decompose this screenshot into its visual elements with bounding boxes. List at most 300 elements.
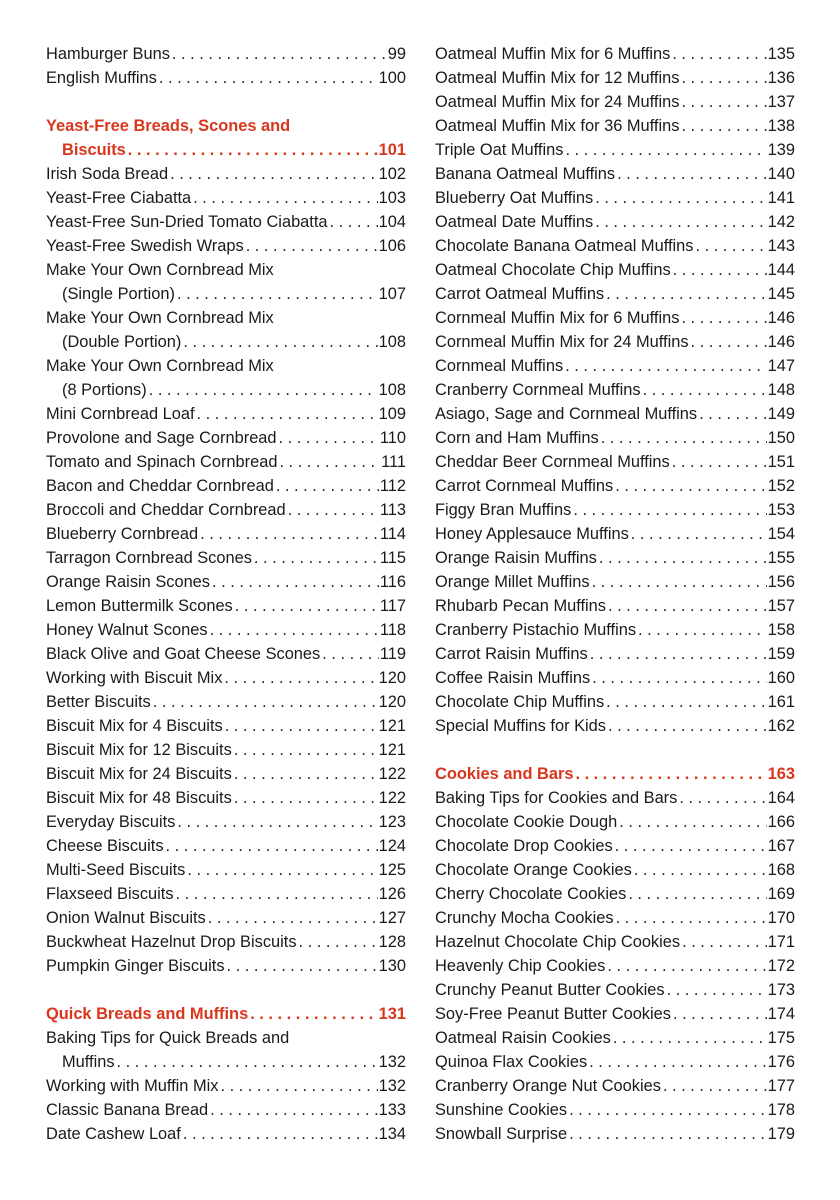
toc-page-number: 121 xyxy=(378,741,406,759)
toc-entry-pumpkin-ginger-biscuits[interactable] xyxy=(46,954,406,978)
toc-page-number: 156 xyxy=(767,573,795,591)
toc-page-number: 174 xyxy=(767,1005,795,1023)
toc-entry-title: Blueberry Cornbread xyxy=(46,525,199,543)
toc-entry-title: Hazelnut Chocolate Chip Cookies xyxy=(435,933,681,951)
toc-entry-title: Biscuit Mix for 12 Biscuits xyxy=(46,741,232,759)
dot-leader xyxy=(177,810,377,834)
toc-entry-carrot-oatmeal-muffins[interactable] xyxy=(435,282,795,306)
toc-entry-crunchy-peanut-butter-cookies[interactable] xyxy=(435,978,795,1002)
dot-leader xyxy=(592,666,766,690)
toc-entry-muffins[interactable] xyxy=(46,1050,406,1074)
toc-page-number: 115 xyxy=(379,549,406,567)
toc-entry-title: Baking Tips for Cookies and Bars xyxy=(435,789,678,807)
toc-entry-oatmeal-chocolate-chip-muffins[interactable] xyxy=(435,258,795,282)
dot-leader xyxy=(608,714,767,738)
dot-leader xyxy=(608,594,767,618)
dot-leader xyxy=(643,378,767,402)
dot-leader xyxy=(599,546,767,570)
toc-entry-title: Honey Applesauce Muffins xyxy=(435,525,629,543)
dot-leader xyxy=(595,186,766,210)
toc-page-number: 136 xyxy=(767,69,795,87)
toc-entry-classic-banana-bread[interactable] xyxy=(46,1098,406,1122)
toc-page-number: 147 xyxy=(767,357,795,375)
dot-leader xyxy=(187,858,377,882)
toc-page-number: 164 xyxy=(767,789,795,807)
toc-entry-cornmeal-muffins[interactable] xyxy=(435,354,795,378)
toc-entry-special-muffins-for-kids[interactable] xyxy=(435,714,795,738)
toc-entry-hamburger-buns[interactable] xyxy=(46,42,406,66)
toc-page-number: 135 xyxy=(767,45,795,63)
toc-entry-title: Yeast-Free Ciabatta xyxy=(46,189,192,207)
toc-entry-title: Pumpkin Ginger Biscuits xyxy=(46,957,225,975)
toc-page-number: 124 xyxy=(378,837,406,855)
dot-leader xyxy=(170,162,378,186)
toc-entry-black-olive-and-goat-cheese-scones[interactable] xyxy=(46,642,406,666)
dot-leader xyxy=(590,642,767,666)
dot-leader xyxy=(691,330,767,354)
toc-entry-title: Bacon and Cheddar Cornbread xyxy=(46,477,274,495)
toc-entry-cranberry-orange-nut-cookies[interactable] xyxy=(435,1074,795,1098)
toc-entry-title: Soy-Free Peanut Butter Cookies xyxy=(435,1005,671,1023)
toc-entry-title: Mini Cornbread Loaf xyxy=(46,405,195,423)
toc-entry-broccoli-and-cheddar-cornbread[interactable] xyxy=(46,498,406,522)
toc-entry-title: (Double Portion) xyxy=(62,333,182,351)
toc-page-number: 153 xyxy=(767,501,795,519)
toc-entry-mini-cornbread-loaf[interactable] xyxy=(46,402,406,426)
toc-page-number: 148 xyxy=(767,381,795,399)
dot-leader xyxy=(224,666,377,690)
toc-entry-title: Triple Oat Muffins xyxy=(435,141,564,159)
toc-entry-title: Date Cashew Loaf xyxy=(46,1125,181,1143)
dot-leader xyxy=(607,954,766,978)
toc-entry-chocolate-cookie-dough[interactable] xyxy=(435,810,795,834)
toc-entry-oatmeal-date-muffins[interactable] xyxy=(435,210,795,234)
toc-page-number: 119 xyxy=(379,645,406,663)
toc-entry-title: Buckwheat Hazelnut Drop Biscuits xyxy=(46,933,297,951)
toc-entry-banana-oatmeal-muffins[interactable] xyxy=(435,162,795,186)
dot-leader xyxy=(673,1002,767,1026)
toc-entry-title: Lemon Buttermilk Scones xyxy=(46,597,233,615)
toc-page-number: 159 xyxy=(767,645,795,663)
dot-leader xyxy=(172,42,387,66)
toc-page-number: 128 xyxy=(378,933,406,951)
dot-leader xyxy=(681,90,766,114)
toc-page-number: 167 xyxy=(767,837,795,855)
toc-section-heading-yeast-free-breads-scones-and[interactable] xyxy=(46,114,406,138)
toc-page-number: 131 xyxy=(378,1005,406,1023)
toc-entry-title: Oatmeal Muffin Mix for 12 Muffins xyxy=(435,69,680,87)
toc-entry-carrot-raisin-muffins[interactable] xyxy=(435,642,795,666)
dot-leader xyxy=(638,618,767,642)
toc-entry-oatmeal-raisin-cookies[interactable] xyxy=(435,1026,795,1050)
toc-entry-title: Cranberry Cornmeal Muffins xyxy=(435,381,641,399)
toc-entry-title: Biscuit Mix for 48 Biscuits xyxy=(46,789,232,807)
toc-entry-title: Special Muffins for Kids xyxy=(435,717,606,735)
dot-leader xyxy=(575,762,766,786)
dot-leader xyxy=(613,1026,767,1050)
toc-entry-oatmeal-muffin-mix-for-36-muffins[interactable] xyxy=(435,114,795,138)
toc-page-number: 133 xyxy=(378,1101,406,1119)
toc-page-number: 141 xyxy=(767,189,795,207)
toc-entry-figgy-bran-muffins[interactable] xyxy=(435,498,795,522)
dot-leader xyxy=(176,882,378,906)
dot-leader xyxy=(208,906,378,930)
toc-entry-chocolate-orange-cookies[interactable] xyxy=(435,858,795,882)
toc-page-number: 146 xyxy=(767,333,795,351)
toc-entry-title: Figgy Bran Muffins xyxy=(435,501,572,519)
toc-entry-blueberry-oat-muffins[interactable] xyxy=(435,186,795,210)
toc-entry-better-biscuits[interactable] xyxy=(46,690,406,714)
toc-right-column xyxy=(435,42,795,1146)
toc-entry-title: Better Biscuits xyxy=(46,693,151,711)
toc-entry-sunshine-cookies[interactable] xyxy=(435,1098,795,1122)
dot-leader xyxy=(210,1098,377,1122)
toc-entry-make-your-own-cornbread-mix[interactable] xyxy=(46,258,406,282)
toc-page-number: 126 xyxy=(378,885,406,903)
toc-entry-carrot-cornmeal-muffins[interactable] xyxy=(435,474,795,498)
dot-leader xyxy=(606,690,766,714)
toc-page-number: 173 xyxy=(767,981,795,999)
dot-leader xyxy=(128,138,378,162)
toc-page-number: 123 xyxy=(378,813,406,831)
toc-entry-biscuit-mix-for-24-biscuits[interactable] xyxy=(46,762,406,786)
toc-page-number: 154 xyxy=(767,525,795,543)
toc-page-number: 150 xyxy=(767,429,795,447)
toc-entry-bacon-and-cheddar-cornbread[interactable] xyxy=(46,474,406,498)
toc-entry-title: Broccoli and Cheddar Cornbread xyxy=(46,501,286,519)
toc-entry-cranberry-pistachio-muffins[interactable] xyxy=(435,618,795,642)
toc-entry-title: Chocolate Chip Muffins xyxy=(435,693,605,711)
toc-entry-cornmeal-muffin-mix-for-6-muffins[interactable] xyxy=(435,306,795,330)
toc-entry-single-portion[interactable] xyxy=(46,282,406,306)
dot-leader xyxy=(299,930,378,954)
toc-page-number: 149 xyxy=(767,405,795,423)
dot-leader xyxy=(227,954,378,978)
toc-entry-title: Muffins xyxy=(62,1053,115,1071)
toc-section-heading-cookies-and-bars[interactable] xyxy=(435,762,795,786)
toc-entry-title: Tarragon Cornbread Scones xyxy=(46,549,252,567)
toc-entry-title: Yeast-Free Breads, Scones and xyxy=(46,117,291,135)
section-spacer xyxy=(46,90,406,114)
toc-entry-cranberry-cornmeal-muffins[interactable] xyxy=(435,378,795,402)
toc-entry-title: Cornmeal Muffin Mix for 24 Muffins xyxy=(435,333,689,351)
toc-entry-rhubarb-pecan-muffins[interactable] xyxy=(435,594,795,618)
toc-entry-yeast-free-ciabatta[interactable] xyxy=(46,186,406,210)
toc-page-number: 157 xyxy=(767,597,795,615)
dot-leader xyxy=(565,138,766,162)
dot-leader xyxy=(279,450,380,474)
toc-page-number: 106 xyxy=(378,237,406,255)
toc-entry-title: Yeast-Free Swedish Wraps xyxy=(46,237,244,255)
toc-entry-title: Chocolate Banana Oatmeal Muffins xyxy=(435,237,694,255)
toc-entry-title: Heavenly Chip Cookies xyxy=(435,957,606,975)
toc-page-number: 108 xyxy=(378,381,406,399)
toc-entry-honey-walnut-scones[interactable] xyxy=(46,618,406,642)
toc-entry-make-your-own-cornbread-mix[interactable] xyxy=(46,354,406,378)
toc-entry-title: Chocolate Drop Cookies xyxy=(435,837,613,855)
toc-entry-title: Tomato and Spinach Cornbread xyxy=(46,453,278,471)
dot-leader xyxy=(592,570,767,594)
toc-left-column xyxy=(46,42,406,1146)
toc-entry-cherry-chocolate-cookies[interactable] xyxy=(435,882,795,906)
dot-leader xyxy=(681,114,766,138)
toc-entry-title: Biscuit Mix for 4 Biscuits xyxy=(46,717,223,735)
toc-page-number: 100 xyxy=(378,69,406,87)
toc-entry-biscuit-mix-for-4-biscuits[interactable] xyxy=(46,714,406,738)
dot-leader xyxy=(615,474,766,498)
toc-page-number: 162 xyxy=(767,717,795,735)
toc-entry-triple-oat-muffins[interactable] xyxy=(435,138,795,162)
dot-leader xyxy=(601,426,767,450)
toc-entry-orange-millet-muffins[interactable] xyxy=(435,570,795,594)
toc-page-number: 99 xyxy=(387,45,406,63)
toc-section-heading-quick-breads-and-muffins[interactable] xyxy=(46,1002,406,1026)
toc-entry-chocolate-drop-cookies[interactable] xyxy=(435,834,795,858)
toc-entry-title: Cookies and Bars xyxy=(435,765,574,783)
toc-entry-onion-walnut-biscuits[interactable] xyxy=(46,906,406,930)
dot-leader xyxy=(322,642,379,666)
toc-entry-chocolate-banana-oatmeal-muffins[interactable] xyxy=(435,234,795,258)
toc-page-number: 102 xyxy=(378,165,406,183)
toc-entry-title: Blueberry Oat Muffins xyxy=(435,189,594,207)
toc-entry-double-portion[interactable] xyxy=(46,330,406,354)
toc-entry-title: English Muffins xyxy=(46,69,157,87)
toc-entry-title: Carrot Raisin Muffins xyxy=(435,645,588,663)
toc-entry-title: Chocolate Cookie Dough xyxy=(435,813,618,831)
toc-entry-title: Cherry Chocolate Cookies xyxy=(435,885,627,903)
toc-entry-flaxseed-biscuits[interactable] xyxy=(46,882,406,906)
toc-page-number: 116 xyxy=(379,573,406,591)
toc-page-number: 151 xyxy=(767,453,795,471)
toc-entry-honey-applesauce-muffins[interactable] xyxy=(435,522,795,546)
dot-leader xyxy=(159,66,378,90)
toc-entry-title: Quinoa Flax Cookies xyxy=(435,1053,588,1071)
toc-entry-lemon-buttermilk-scones[interactable] xyxy=(46,594,406,618)
toc-page-number: 132 xyxy=(378,1053,406,1071)
toc-entry-working-with-biscuit-mix[interactable] xyxy=(46,666,406,690)
toc-entry-make-your-own-cornbread-mix[interactable] xyxy=(46,306,406,330)
section-spacer xyxy=(435,738,795,762)
toc-entry-biscuit-mix-for-12-biscuits[interactable] xyxy=(46,738,406,762)
toc-page-number: 143 xyxy=(767,237,795,255)
toc-page-number: 144 xyxy=(767,261,795,279)
toc-page-number: 146 xyxy=(767,309,795,327)
dot-leader xyxy=(681,66,766,90)
toc-page-number: 109 xyxy=(378,405,406,423)
toc-entry-crunchy-mocha-cookies[interactable] xyxy=(435,906,795,930)
toc-page-number: 140 xyxy=(767,165,795,183)
toc-page-number: 163 xyxy=(767,765,795,783)
dot-leader xyxy=(117,1050,378,1074)
dot-leader xyxy=(673,258,767,282)
toc-entry-baking-tips-for-cookies-and-bars[interactable] xyxy=(435,786,795,810)
toc-entry-title: Corn and Ham Muffins xyxy=(435,429,599,447)
toc-entry-title: Coffee Raisin Muffins xyxy=(435,669,591,687)
dot-leader xyxy=(634,858,767,882)
toc-entry-title: Cheese Biscuits xyxy=(46,837,164,855)
toc-entry-title: Irish Soda Bread xyxy=(46,165,169,183)
toc-entry-everyday-biscuits[interactable] xyxy=(46,810,406,834)
toc-entry-tarragon-cornbread-scones[interactable] xyxy=(46,546,406,570)
toc-page-number: 178 xyxy=(767,1101,795,1119)
toc-entry-biscuit-mix-for-48-biscuits[interactable] xyxy=(46,786,406,810)
dot-leader xyxy=(695,234,766,258)
toc-page-number: 137 xyxy=(767,93,795,111)
toc-entry-english-muffins[interactable] xyxy=(46,66,406,90)
dot-leader xyxy=(699,402,767,426)
toc-entry-yeast-free-sun-dried-tomato-ciabatta[interactable] xyxy=(46,210,406,234)
toc-entry-title: Yeast-Free Sun-Dried Tomato Ciabatta xyxy=(46,213,328,231)
dot-leader xyxy=(225,714,378,738)
toc-entry-cheese-biscuits[interactable] xyxy=(46,834,406,858)
toc-entry-title: Chocolate Orange Cookies xyxy=(435,861,632,879)
toc-entry-corn-and-ham-muffins[interactable] xyxy=(435,426,795,450)
toc-entry-irish-soda-bread[interactable] xyxy=(46,162,406,186)
toc-page-number: 134 xyxy=(378,1125,406,1143)
toc-page-number: 104 xyxy=(378,213,406,231)
toc-entry-baking-tips-for-quick-breads-and[interactable] xyxy=(46,1026,406,1050)
toc-entry-title: Cornmeal Muffin Mix for 6 Muffins xyxy=(435,309,680,327)
dot-leader xyxy=(234,762,378,786)
toc-entry-title: Cheddar Beer Cornmeal Muffins xyxy=(435,453,670,471)
dot-leader xyxy=(672,450,767,474)
toc-entry-title: (Single Portion) xyxy=(62,285,175,303)
dot-leader xyxy=(681,306,766,330)
toc-page-number: 171 xyxy=(767,933,795,951)
toc-page-number: 107 xyxy=(378,285,406,303)
toc-entry-title: Crunchy Mocha Cookies xyxy=(435,909,614,927)
toc-entry-soy-free-peanut-butter-cookies[interactable] xyxy=(435,1002,795,1026)
toc-page-number: 103 xyxy=(378,189,406,207)
dot-leader xyxy=(616,906,767,930)
toc-page-number: 169 xyxy=(767,885,795,903)
dot-leader xyxy=(220,1074,377,1098)
toc-page-number: 166 xyxy=(767,813,795,831)
toc-page-number: 130 xyxy=(378,957,406,975)
dot-leader xyxy=(234,738,378,762)
toc-page-number: 175 xyxy=(767,1029,795,1047)
toc-entry-title: Oatmeal Muffin Mix for 6 Muffins xyxy=(435,45,671,63)
dot-leader xyxy=(153,690,378,714)
toc-entry-cheddar-beer-cornmeal-muffins[interactable] xyxy=(435,450,795,474)
toc-entry-orange-raisin-muffins[interactable] xyxy=(435,546,795,570)
toc-entry-oatmeal-muffin-mix-for-12-muffins[interactable] xyxy=(435,66,795,90)
toc-entry-date-cashew-loaf[interactable] xyxy=(46,1122,406,1146)
dot-leader xyxy=(177,282,378,306)
dot-leader xyxy=(682,930,767,954)
dot-leader xyxy=(619,810,766,834)
toc-entry-title: Orange Raisin Muffins xyxy=(435,549,597,567)
toc-entry-title: Rhubarb Pecan Muffins xyxy=(435,597,606,615)
toc-entry-orange-raisin-scones[interactable] xyxy=(46,570,406,594)
toc-page-number: 118 xyxy=(379,621,406,639)
toc-page-number: 160 xyxy=(767,669,795,687)
dot-leader xyxy=(254,546,379,570)
toc-entry-title: Working with Muffin Mix xyxy=(46,1077,219,1095)
dot-leader xyxy=(183,1122,378,1146)
toc-page-number: 161 xyxy=(767,693,795,711)
toc-page-number: 120 xyxy=(378,669,406,687)
dot-leader xyxy=(193,186,377,210)
toc-entry-working-with-muffin-mix[interactable] xyxy=(46,1074,406,1098)
toc-entry-title: Oatmeal Raisin Cookies xyxy=(435,1029,611,1047)
toc-entry-title: Honey Walnut Scones xyxy=(46,621,208,639)
toc-entry-quinoa-flax-cookies[interactable] xyxy=(435,1050,795,1074)
toc-entry-title: Orange Millet Muffins xyxy=(435,573,590,591)
toc-entry-title: Sunshine Cookies xyxy=(435,1101,568,1119)
dot-leader xyxy=(667,978,767,1002)
toc-entry-title: Make Your Own Cornbread Mix xyxy=(46,309,274,327)
toc-entry-provolone-and-sage-cornbread[interactable] xyxy=(46,426,406,450)
dot-leader xyxy=(569,1098,767,1122)
dot-leader xyxy=(565,354,767,378)
toc-entry-title: Asiago, Sage and Cornmeal Muffins xyxy=(435,405,698,423)
dot-leader xyxy=(276,474,379,498)
toc-entry-blueberry-cornbread[interactable] xyxy=(46,522,406,546)
toc-page-number: 155 xyxy=(767,549,795,567)
toc-entry-title: Make Your Own Cornbread Mix xyxy=(46,261,274,279)
toc-entry-title: Carrot Cornmeal Muffins xyxy=(435,477,614,495)
toc-entry-title: Quick Breads and Muffins xyxy=(46,1005,249,1023)
toc-entry-title: (8 Portions) xyxy=(62,381,147,399)
toc-page-number: 122 xyxy=(378,789,406,807)
toc-page-number: 112 xyxy=(379,477,406,495)
toc-entry-yeast-free-swedish-wraps[interactable] xyxy=(46,234,406,258)
toc-entry-tomato-and-spinach-cornbread[interactable] xyxy=(46,450,406,474)
toc-entry-title: Black Olive and Goat Cheese Scones xyxy=(46,645,321,663)
toc-entry-title: Baking Tips for Quick Breads and xyxy=(46,1029,290,1047)
dot-leader xyxy=(569,1122,767,1146)
toc-entry-oatmeal-muffin-mix-for-24-muffins[interactable] xyxy=(435,90,795,114)
toc-page-number: 122 xyxy=(378,765,406,783)
toc-entry-cornmeal-muffin-mix-for-24-muffins[interactable] xyxy=(435,330,795,354)
toc-entry-heavenly-chip-cookies[interactable] xyxy=(435,954,795,978)
toc-entry-title: Oatmeal Muffin Mix for 36 Muffins xyxy=(435,117,680,135)
dot-leader xyxy=(200,522,379,546)
toc-entry-hazelnut-chocolate-chip-cookies[interactable] xyxy=(435,930,795,954)
toc-entry-title: Flaxseed Biscuits xyxy=(46,885,174,903)
toc-entry-asiago-sage-and-cornmeal-muffins[interactable] xyxy=(435,402,795,426)
toc-entry-title: Make Your Own Cornbread Mix xyxy=(46,357,274,375)
toc-entry-title: Biscuit Mix for 24 Biscuits xyxy=(46,765,232,783)
dot-leader xyxy=(288,498,379,522)
toc-entry-chocolate-chip-muffins[interactable] xyxy=(435,690,795,714)
toc-section-heading-biscuits[interactable] xyxy=(46,138,406,162)
dot-leader xyxy=(210,618,379,642)
toc-page-number: 111 xyxy=(381,453,406,471)
toc-entry-multi-seed-biscuits[interactable] xyxy=(46,858,406,882)
toc-page-number: 168 xyxy=(767,861,795,879)
toc-entry-coffee-raisin-muffins[interactable] xyxy=(435,666,795,690)
toc-entry-buckwheat-hazelnut-drop-biscuits[interactable] xyxy=(46,930,406,954)
toc-entry-title: Crunchy Peanut Butter Cookies xyxy=(435,981,665,999)
toc-page-number: 158 xyxy=(767,621,795,639)
toc-entry-oatmeal-muffin-mix-for-6-muffins[interactable] xyxy=(435,42,795,66)
toc-entry-title: Onion Walnut Biscuits xyxy=(46,909,206,927)
toc-entry-title: Banana Oatmeal Muffins xyxy=(435,165,616,183)
toc-page-number: 121 xyxy=(378,717,406,735)
toc-page-number: 176 xyxy=(767,1053,795,1071)
section-spacer xyxy=(46,978,406,1002)
toc-page-number: 177 xyxy=(767,1077,795,1095)
toc-page-number: 125 xyxy=(378,861,406,879)
toc-entry-title: Biscuits xyxy=(62,141,126,159)
dot-leader xyxy=(606,282,767,306)
dot-leader xyxy=(672,42,766,66)
toc-entry-8-portions[interactable] xyxy=(46,378,406,402)
toc-entry-snowball-surprise[interactable] xyxy=(435,1122,795,1146)
dot-leader xyxy=(595,210,766,234)
